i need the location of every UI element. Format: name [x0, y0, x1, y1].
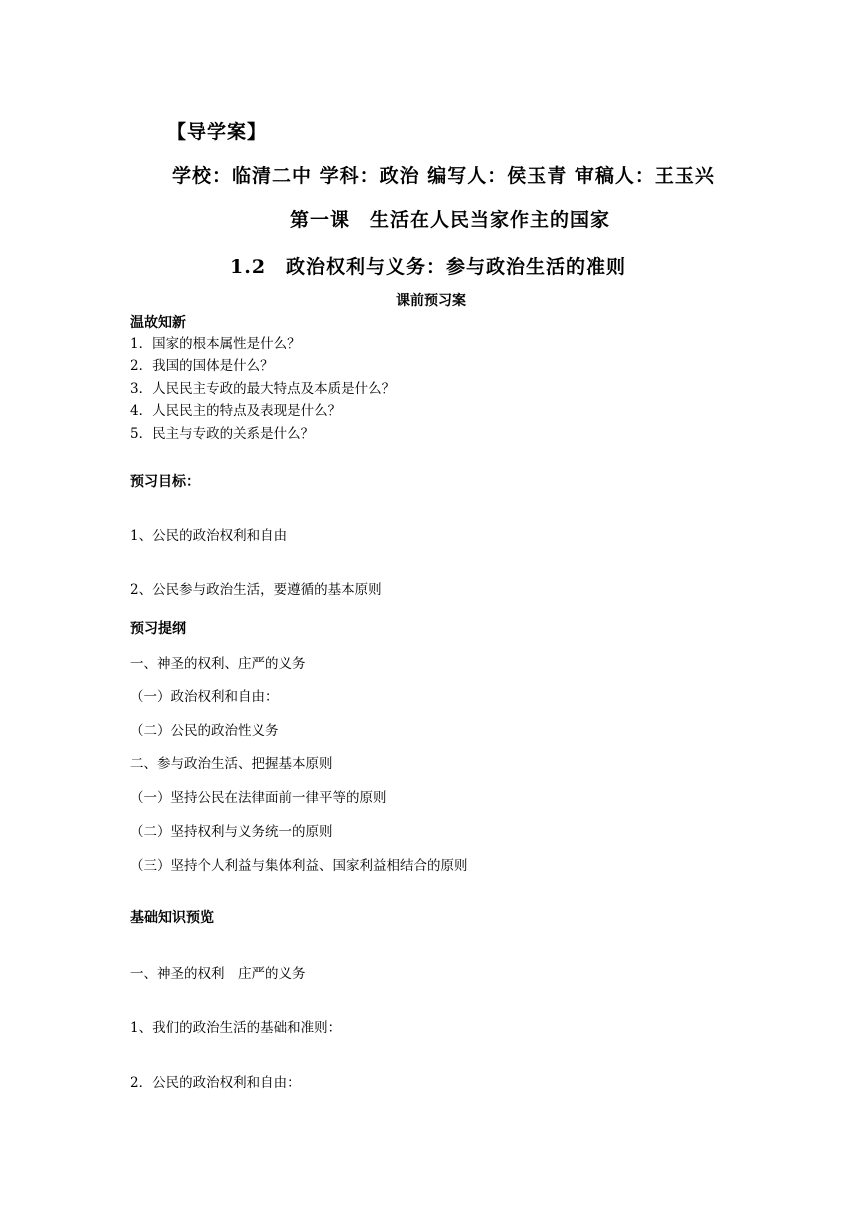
outline-item: （一）坚持公民在法律面前一律平等的原则	[130, 790, 387, 806]
lesson-title: 第一课 生活在人民当家作主的国家	[290, 209, 611, 231]
review-question: 5．民主与专政的关系是什么？	[130, 426, 315, 442]
outline-item: （二）坚持权利与义务统一的原则	[130, 824, 333, 840]
outline-item: （一）政治权利和自由：	[130, 689, 279, 705]
review-question: 3．人民民主专政的最大特点及本质是什么？	[130, 381, 396, 397]
goal-item: 1、公民的政治权利和自由	[130, 528, 288, 544]
review-question: 4．人民民主的特点及表现是什么？	[130, 403, 342, 419]
outline-heading: 预习提纲	[130, 621, 186, 637]
basics-heading: 基础知识预览	[130, 910, 214, 926]
review-question: 2．我国的国体是什么？	[130, 358, 274, 374]
review-question: 1．国家的根本属性是什么？	[130, 336, 301, 352]
section-title: 1.2 政治权利与义务：参与政治生活的准则	[230, 256, 627, 278]
goals-heading: 预习目标：	[130, 474, 200, 490]
outline-item: 一、神圣的权利、庄严的义务	[130, 656, 306, 672]
outline-item: 二、参与政治生活、把握基本原则	[130, 756, 333, 772]
basics-item: 一、神圣的权利 庄严的义务	[130, 966, 306, 982]
page-subtitle: 课前预习案	[396, 293, 466, 309]
review-heading: 温故知新	[130, 315, 186, 331]
outline-item: （二）公民的政治性义务	[130, 723, 279, 739]
outline-item: （三）坚持个人利益与集体利益、国家利益相结合的原则	[130, 858, 468, 874]
bracket-title: 【导学案】	[167, 121, 268, 143]
byline: 学校：临清二中 学科：政治 编写人：侯玉青 审稿人：王玉兴	[172, 165, 715, 187]
basics-item: 1、我们的政治生活的基础和准则：	[130, 1020, 342, 1036]
basics-item: 2．公民的政治权利和自由：	[130, 1075, 301, 1091]
goal-item: 2、公民参与政治生活，要遵循的基本原则	[130, 582, 382, 598]
